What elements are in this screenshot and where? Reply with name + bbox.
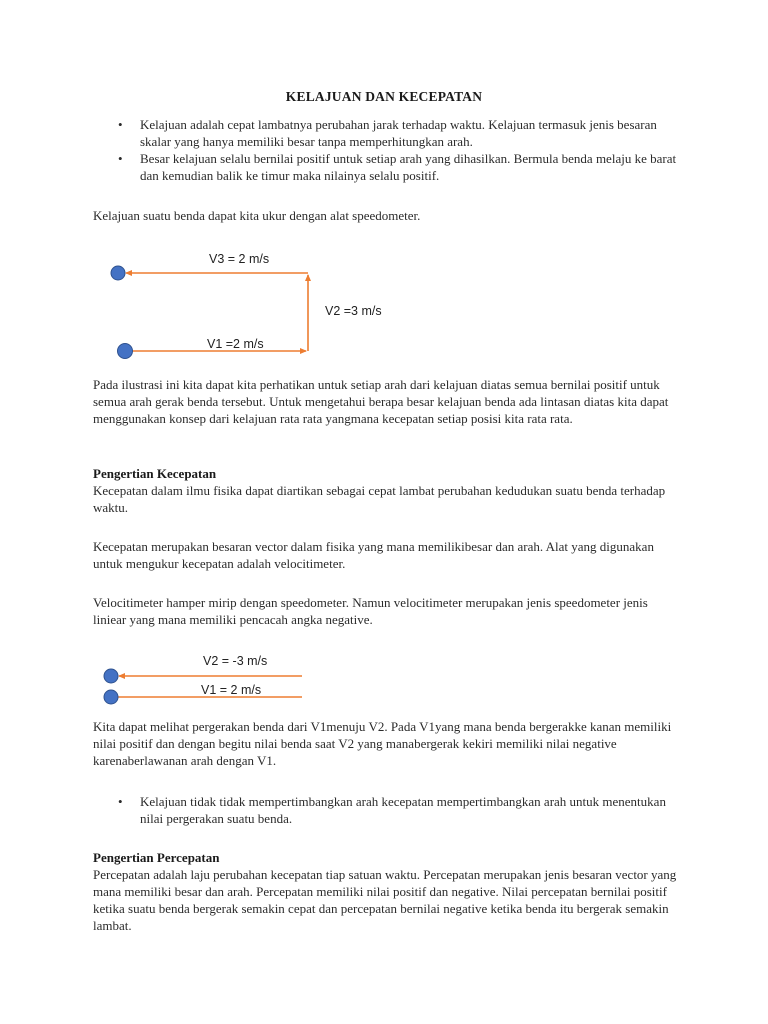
bullet-icon: •	[118, 794, 123, 809]
paragraph-percepatan: Percepatan adalah laju perubahan kecepatan tiap satuan waktu. Percepatan merupakan jenis besaran vector yang mana memiliki besar dan arah. Percepatan memiliki nilai positif dan negative. Nilai percepatan bernilai positif ketika suatu benda bergerak semakin cepat dan percepatan bernilai negative ketika benda itu bergerak semakin lambat.	[93, 867, 677, 933]
object-ball-v1	[104, 690, 118, 704]
label-v3: V3 = 2 m/s	[209, 252, 270, 266]
heading-kecepatan: Pengertian Kecepatan	[93, 466, 217, 481]
page-title: KELAJUAN DAN KECEPATAN	[285, 89, 483, 104]
list-item	[118, 116, 688, 150]
section-percepatan	[93, 849, 683, 934]
object-ball-start	[118, 344, 133, 359]
list-item-text: Kelajuan tidak tidak mempertimbangkan arah kecepatan mempertimbangkan arah untuk menentukan nilai pergerakan suatu benda.	[140, 794, 666, 826]
object-ball-end	[111, 266, 125, 280]
heading-percepatan: Pengertian Percepatan	[93, 850, 220, 865]
paragraph-pergerakan: Kita dapat melihat pergerakan benda dari V1menuju V2. Pada V1yang mana benda bergerakke kanan memiliki nilai positif dan dengan begitu nilai benda saat V2 yang manabergerak kekiri memiliki nilai negative karenaberlawanan arah dengan V1.	[93, 719, 672, 768]
bullet-icon: •	[118, 117, 123, 132]
label-v1: V1 =2 m/s	[207, 337, 264, 351]
list-item	[118, 150, 688, 184]
label-v1-positive: V1 = 2 m/s	[201, 683, 262, 697]
paragraph-illustration: Pada ilustrasi ini kita dapat kita perhatikan untuk setiap arah dari kelajuan diatas semua bernilai positif untuk semua arah gerak benda tersebut. Untuk mengetahui berapa besar kelajuan benda ada lintasan diatas kita dapat menggunakan konsep dari kelajuan rata rata yangmana kecepatan setiap posisi kita rata rata.	[93, 377, 669, 426]
label-v2: V2 =3 m/s	[325, 304, 382, 318]
paragraph-kecepatan-1: Kecepatan dalam ilmu fisika dapat diartikan sebagai cepat lambat perubahan kedudukan suatu benda terhadap waktu.	[93, 483, 666, 515]
list-item-text: Kelajuan adalah cepat lambatnya perubahan jarak terhadap waktu. Kelajuan termasuk jenis besaran skalar yang hanya memiliki besar tanpa memperhitungkan arah.	[140, 117, 657, 149]
object-ball-v2	[104, 669, 118, 683]
diagram-kecepatan	[0, 648, 420, 708]
list-item-text: Besar kelajuan selalu bernilai positif untuk setiap arah yang dihasilkan. Bermula benda melaju ke barat dan kemudian balik ke timur maka nilainya selalu positif.	[140, 151, 677, 183]
paragraph-kecepatan-2: Kecepatan merupakan besaran vector dalam fisika yang mana memilikibesar dan arah. Alat yang digunakan untuk mengukur kecepatan adalah velocitimeter.	[93, 539, 654, 571]
bullet-icon: •	[118, 151, 123, 166]
diagram-kelajuan	[0, 240, 420, 365]
label-v2-negative: V2 = -3 m/s	[203, 654, 268, 668]
bullet-list-arah	[118, 793, 688, 827]
section-kecepatan	[93, 465, 683, 516]
bullet-list-kelajuan	[118, 116, 688, 184]
list-item	[118, 793, 688, 827]
paragraph-speedometer: Kelajuan suatu benda dapat kita ukur dengan alat speedometer.	[93, 208, 421, 223]
paragraph-velocitimeter: Velocitimeter hamper mirip dengan speedometer. Namun velocitimeter merupakan jenis speedometer jenis liniear yang mana memiliki pencacah angka negative.	[93, 595, 648, 627]
